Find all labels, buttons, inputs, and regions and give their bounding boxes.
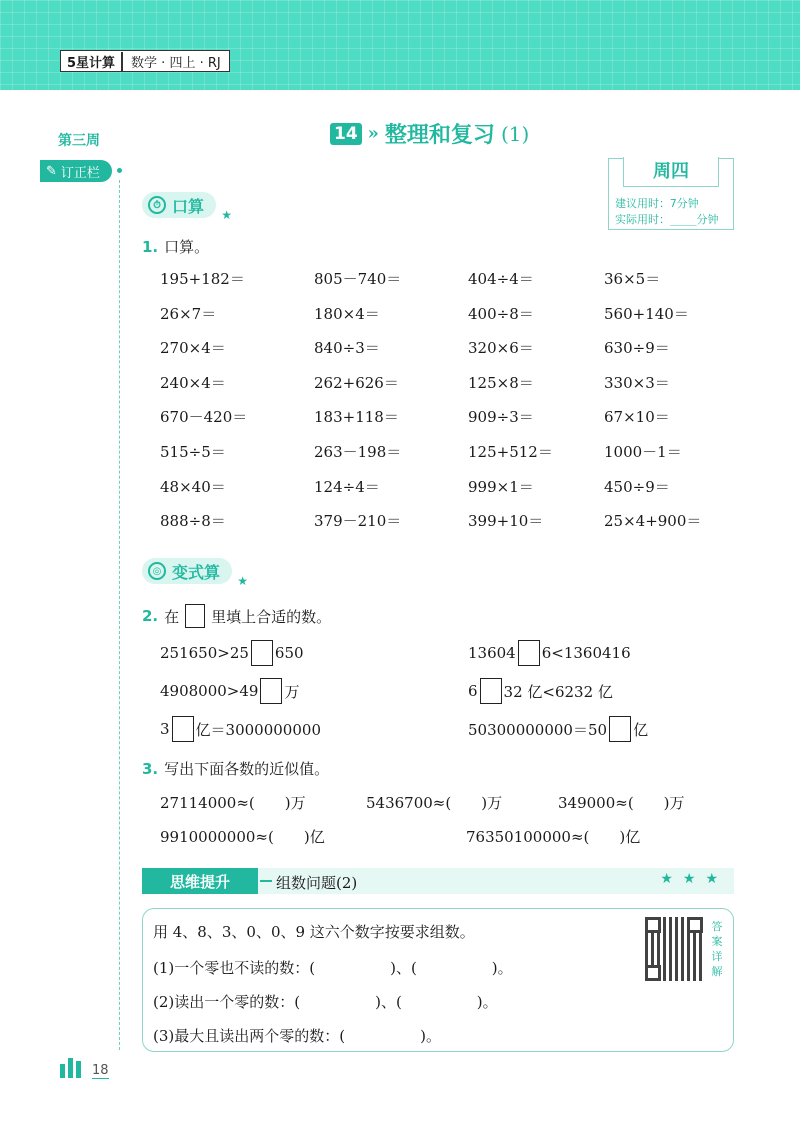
drill-problem: 26×7＝ bbox=[160, 304, 217, 323]
fill-item-right: 万 bbox=[284, 682, 300, 701]
target-icon: ◎ bbox=[148, 562, 166, 580]
thinking-line: (2)读出一个零的数：( )、( )。 bbox=[153, 993, 498, 1011]
fill-item bbox=[160, 716, 321, 742]
day-label: 周四 bbox=[623, 157, 719, 187]
fill-item-right: 亿＝3000000000 bbox=[195, 720, 321, 739]
fill-item bbox=[468, 678, 613, 704]
drill-row bbox=[160, 476, 720, 511]
fill-item-right: 650 bbox=[274, 644, 304, 662]
lesson-text: 整理和复习 bbox=[384, 123, 495, 148]
correction-label: 订正栏 bbox=[60, 165, 100, 181]
stopwatch-icon: ⏱ bbox=[148, 196, 166, 214]
fill-item-left: 4908000>49 bbox=[160, 682, 259, 700]
drill-problem: 183+118＝ bbox=[314, 408, 399, 427]
drill-row bbox=[160, 510, 720, 545]
fill-item-right: 32 亿<6232 亿 bbox=[503, 682, 613, 701]
fill-item bbox=[468, 640, 631, 666]
answer-box[interactable] bbox=[609, 716, 631, 742]
qr-corner bbox=[687, 917, 703, 933]
drill-problem: 450÷9＝ bbox=[604, 477, 670, 496]
drill-problem: 399+10＝ bbox=[468, 512, 544, 531]
drill-problem: 36×5＝ bbox=[604, 270, 661, 288]
fill-item bbox=[468, 716, 648, 742]
fill-item-left: 251650>25 bbox=[160, 644, 249, 662]
dot-icon bbox=[117, 168, 122, 173]
q3-number: 3. bbox=[142, 760, 159, 778]
margin-divider bbox=[119, 180, 120, 1050]
qr-code-icon[interactable] bbox=[645, 917, 703, 981]
q1-number: 1. bbox=[142, 238, 159, 256]
drill-problem: 805－740＝ bbox=[314, 270, 402, 288]
fill-item-left: 3 bbox=[160, 720, 170, 738]
drill-problem: 1000－1＝ bbox=[604, 442, 682, 461]
correction-tag bbox=[40, 160, 112, 182]
fill-item bbox=[160, 678, 299, 704]
answer-box[interactable] bbox=[251, 640, 273, 666]
pencil-icon: ✎ bbox=[46, 163, 57, 179]
drill-problem: 125×8＝ bbox=[468, 373, 534, 392]
drill-row bbox=[160, 268, 720, 303]
drill-problem: 125+512＝ bbox=[468, 442, 553, 461]
section-oral bbox=[142, 192, 233, 222]
drill-problem: 195+182＝ bbox=[160, 270, 245, 288]
drill-problem: 379－210＝ bbox=[314, 512, 402, 531]
q1-title bbox=[142, 236, 209, 257]
section-variant bbox=[142, 558, 249, 588]
q2-title bbox=[142, 604, 331, 628]
lesson-title bbox=[330, 118, 529, 149]
week-label: 第三周 bbox=[58, 133, 100, 149]
q2-number: 2. bbox=[142, 607, 159, 625]
chevron-right-icon: » bbox=[367, 123, 379, 144]
drill-problem: 240×4＝ bbox=[160, 373, 226, 392]
approx-item: 349000≈( )万 bbox=[558, 794, 685, 812]
q3-title bbox=[142, 758, 329, 779]
thinking-topic: 组数问题(2) bbox=[276, 874, 358, 892]
drill-row bbox=[160, 337, 720, 372]
thinking-header bbox=[142, 868, 734, 894]
header-band bbox=[0, 0, 800, 90]
drill-problem: 25×4+900＝ bbox=[604, 512, 702, 531]
suggested-time: 建议用时：7分钟 bbox=[615, 197, 699, 210]
drill-row bbox=[160, 406, 720, 441]
qr-corner bbox=[645, 965, 661, 981]
series-brand: 5星计算 bbox=[61, 52, 123, 71]
thinking-box bbox=[142, 908, 734, 1052]
section-oral-label: 口算 bbox=[172, 196, 205, 216]
thinking-intro: 用 4、8、3、0、0、9 这六个数字按要求组数。 bbox=[153, 923, 475, 941]
drill-problem: 262+626＝ bbox=[314, 373, 399, 392]
drill-problem: 263－198＝ bbox=[314, 442, 402, 461]
drill-problem: 124÷4＝ bbox=[314, 477, 380, 496]
fill-item-right: 亿 bbox=[633, 720, 649, 739]
fill-item-left: 13604 bbox=[468, 644, 516, 662]
drill-problem: 320×6＝ bbox=[468, 339, 534, 358]
answer-box[interactable] bbox=[518, 640, 540, 666]
drill-problem: 888÷8＝ bbox=[160, 512, 226, 531]
star-icon: ★ bbox=[221, 208, 233, 222]
drill-problem: 515÷5＝ bbox=[160, 442, 226, 461]
answer-box[interactable] bbox=[172, 716, 194, 742]
thinking-line: (3)最大且读出两个零的数：( )。 bbox=[153, 1027, 441, 1045]
fill-item-right: 6<1360416 bbox=[541, 644, 631, 662]
actual-time: 实际用时：____分钟 bbox=[615, 213, 719, 226]
drill-problem: 330×3＝ bbox=[604, 373, 670, 392]
day-card bbox=[608, 158, 734, 230]
qr-label: 答案详解 bbox=[711, 920, 723, 978]
drill-problem: 404÷4＝ bbox=[468, 270, 534, 288]
approx-item: 76350100000≈( )亿 bbox=[466, 828, 641, 846]
oral-drill-grid bbox=[160, 268, 720, 545]
drill-problem: 909÷3＝ bbox=[468, 408, 534, 427]
blank-box bbox=[185, 604, 205, 628]
drill-problem: 840÷3＝ bbox=[314, 339, 380, 358]
page-number: 18 bbox=[92, 1063, 109, 1078]
drill-problem: 48×40＝ bbox=[160, 477, 226, 496]
q2-text-after: 里填上合适的数。 bbox=[211, 607, 332, 626]
drill-problem: 999×1＝ bbox=[468, 477, 534, 496]
thinking-label: 思维提升 bbox=[142, 868, 258, 894]
drill-row bbox=[160, 372, 720, 407]
q2-text-before: 在 bbox=[164, 607, 180, 626]
q3-text: 写出下面各数的近似值。 bbox=[164, 760, 330, 778]
series-label bbox=[60, 50, 230, 72]
lesson-part: (1) bbox=[500, 121, 530, 146]
q1-text: 口算。 bbox=[164, 238, 210, 256]
drill-row bbox=[160, 303, 720, 338]
drill-problem: 630÷9＝ bbox=[604, 339, 670, 358]
drill-problem: 180×4＝ bbox=[314, 304, 380, 323]
approx-item: 9910000000≈( )亿 bbox=[160, 828, 325, 846]
answer-box[interactable] bbox=[260, 678, 282, 704]
book-spines-icon bbox=[60, 1058, 88, 1078]
thinking-line: (1)一个零也不读的数：( )、( )。 bbox=[153, 959, 513, 977]
fill-item bbox=[160, 640, 304, 666]
section-variant-label: 变式算 bbox=[172, 562, 221, 582]
star-rating: ★★★ bbox=[660, 871, 728, 887]
lesson-number: 14 bbox=[330, 123, 362, 145]
drill-problem: 560+140＝ bbox=[604, 304, 689, 323]
drill-problem: 270×4＝ bbox=[160, 339, 226, 358]
drill-problem: 67×10＝ bbox=[604, 408, 670, 427]
divider bbox=[260, 880, 272, 882]
approx-item: 5436700≈( )万 bbox=[366, 794, 503, 812]
approx-item: 27114000≈( )万 bbox=[160, 794, 306, 812]
star-icon: ★ bbox=[237, 574, 249, 588]
fill-item-left: 6 bbox=[468, 682, 478, 700]
drill-problem: 670－420＝ bbox=[160, 408, 248, 427]
series-subtitle: 数学 · 四上 · RJ bbox=[131, 55, 221, 71]
qr-corner bbox=[645, 917, 661, 933]
answer-box[interactable] bbox=[480, 678, 502, 704]
fill-item-left: 50300000000＝50 bbox=[468, 720, 608, 739]
drill-row bbox=[160, 441, 720, 476]
drill-problem: 400÷8＝ bbox=[468, 304, 534, 323]
